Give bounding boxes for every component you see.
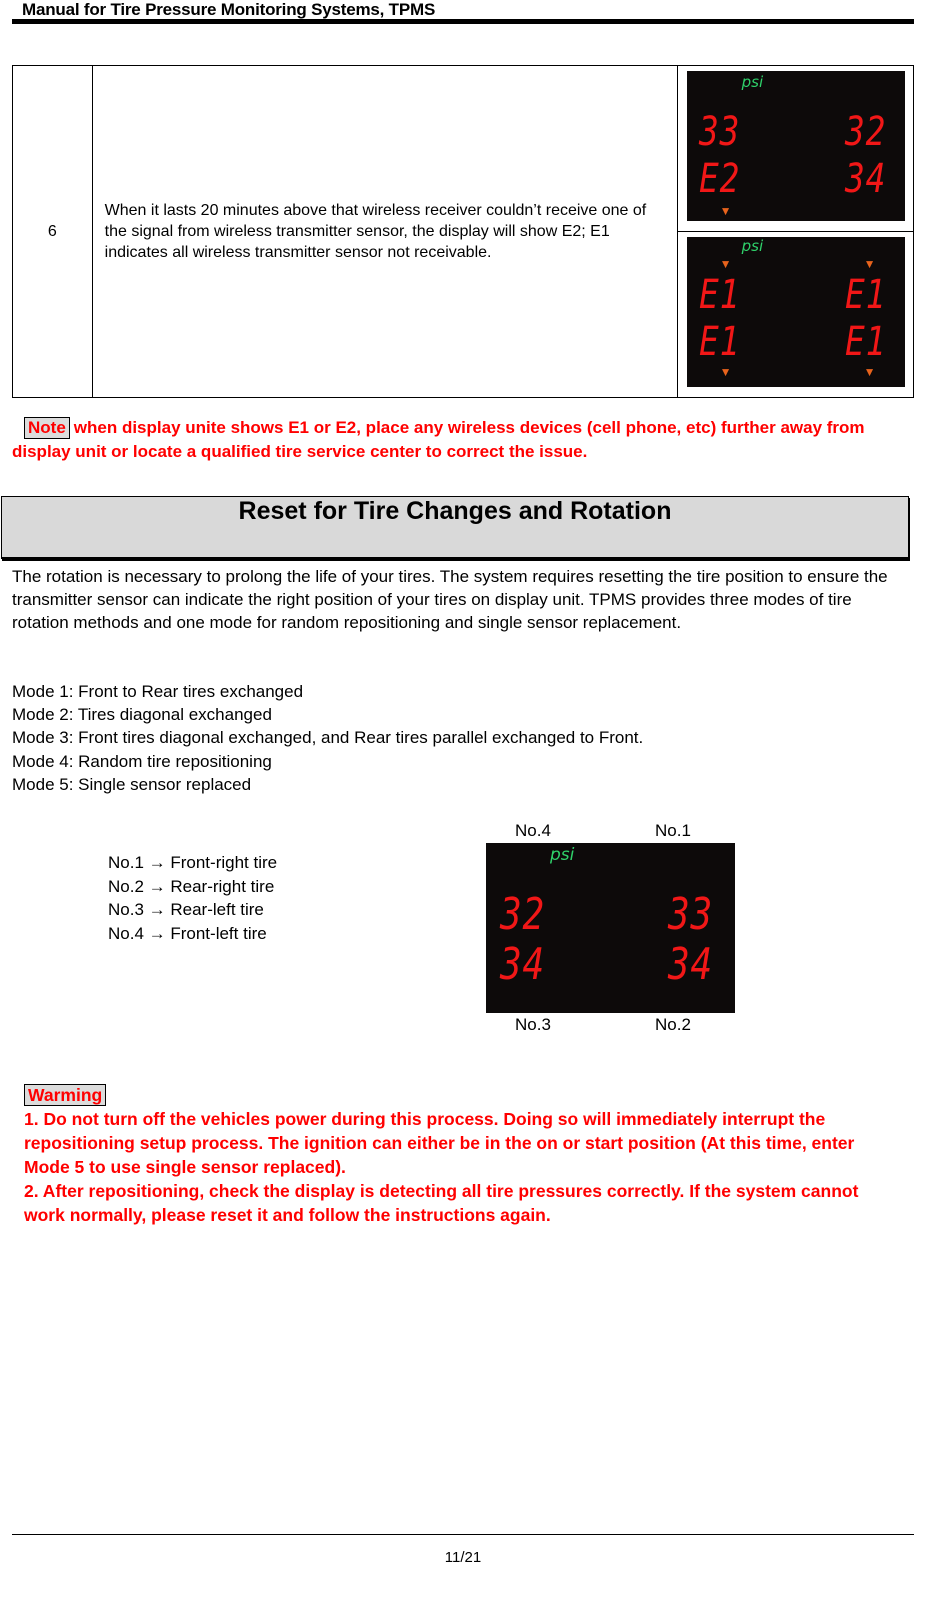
section-banner bbox=[1, 496, 909, 559]
lcd-display-e1 bbox=[687, 237, 905, 387]
lcd-display-positions bbox=[486, 843, 735, 1013]
antenna-icon: ▼ bbox=[719, 365, 732, 379]
warning-item: 1. Do not turn off the vehicles power during this process. Doing so will immediately interrupt the repositioning setup process. The ignition can either be in the on or start position (At this time, enter Mode 5 to use single sensor replaced). bbox=[24, 1109, 855, 1177]
row-number: 6 bbox=[13, 66, 93, 398]
mode-item: Mode 3: Front tires diagonal exchanged, and Rear tires parallel exchanged to Front. bbox=[12, 728, 644, 748]
note-text: when display unite shows E1 or E2, place any wireless devices (cell phone, etc) further away from display unit or locate a qualified tire service center to correct the issue. bbox=[12, 418, 865, 461]
tire-value-bottom-left: E1 bbox=[698, 319, 740, 365]
legend-item: No.2 → Rear-right tire bbox=[108, 876, 275, 896]
antenna-icon: ▼ bbox=[863, 365, 876, 379]
page-number: 11/21 bbox=[444, 1549, 482, 1566]
tire-value-top-left: 32 bbox=[500, 889, 546, 940]
tire-value-bottom-right: E1 bbox=[844, 319, 886, 365]
antenna-icon: ▼ bbox=[719, 204, 732, 218]
position-label-bottom-left: No.3 bbox=[515, 1015, 551, 1034]
tire-value-top-right: 32 bbox=[844, 109, 886, 155]
mode-list bbox=[12, 680, 643, 796]
tire-position-legend bbox=[108, 851, 277, 945]
position-label-bottom-right: No.2 bbox=[655, 1015, 691, 1034]
document-header-title: Manual for Tire Pressure Monitoring Systems, TPMS bbox=[22, 0, 436, 19]
tire-value-top-right: E1 bbox=[844, 272, 886, 318]
legend-item: No.3 → Rear-left tire bbox=[108, 900, 264, 919]
warning-block bbox=[24, 1083, 904, 1227]
warning-item: 2. After repositioning, check the display is detecting all tire pressures correctly. If the system cannot work normally, please reset it and follow the instructions again. bbox=[24, 1181, 859, 1225]
antenna-icon: ▼ bbox=[719, 257, 732, 271]
note-label: Note bbox=[24, 417, 70, 439]
header-rule bbox=[12, 19, 914, 24]
display-e1-cell bbox=[678, 232, 914, 398]
mode-item: Mode 4: Random tire repositioning bbox=[12, 751, 272, 771]
position-label-top-right: No.1 bbox=[655, 821, 691, 840]
antenna-icon: ▼ bbox=[863, 257, 876, 271]
tire-value-top-right: 33 bbox=[668, 889, 714, 940]
display-e2-cell bbox=[678, 66, 914, 232]
legend-item: No.4 → Front-left tire bbox=[108, 923, 267, 943]
mode-item: Mode 2: Tires diagonal exchanged bbox=[12, 705, 272, 725]
error-code-table bbox=[12, 65, 914, 398]
tire-value-bottom-right: 34 bbox=[668, 939, 714, 990]
mode-item: Mode 5: Single sensor replaced bbox=[12, 774, 252, 794]
tire-value-bottom-right: 34 bbox=[844, 156, 886, 202]
section-title: Reset for Tire Changes and Rotation bbox=[238, 497, 672, 525]
position-label-top-left: No.4 bbox=[515, 821, 551, 840]
mode-item: Mode 1: Front to Rear tires exchanged bbox=[12, 682, 304, 701]
intro-paragraph: The rotation is necessary to prolong the life of your tires. The system requires resetting the tire position to ensure the transmitter sensor can indicate the right position of your tires on display unit. TPMS provides three modes of tire rotation methods and one mode for random repositioning and single sensor replacement. bbox=[12, 567, 888, 632]
lcd-display-e2 bbox=[687, 71, 905, 221]
tire-value-top-left: 33 bbox=[698, 109, 740, 155]
note-block bbox=[12, 416, 912, 464]
psi-unit-label: psi bbox=[741, 237, 764, 255]
row-description: When it lasts 20 minutes above that wireless receiver couldn’t receive one of the signal from wireless transmitter sensor, the display will show E2; E1 indicates all wireless transmitter sensor not receivable. bbox=[92, 66, 678, 398]
psi-unit-label: psi bbox=[741, 73, 764, 91]
footer-rule bbox=[12, 1534, 914, 1535]
tire-value-top-left: E1 bbox=[698, 272, 740, 318]
legend-item: No.1 → Front-right tire bbox=[108, 853, 278, 872]
tire-value-bottom-left: E2 bbox=[698, 156, 740, 202]
tire-value-bottom-left: 34 bbox=[500, 939, 546, 990]
psi-unit-label: psi bbox=[550, 845, 575, 865]
warning-label: Warming bbox=[24, 1084, 106, 1106]
